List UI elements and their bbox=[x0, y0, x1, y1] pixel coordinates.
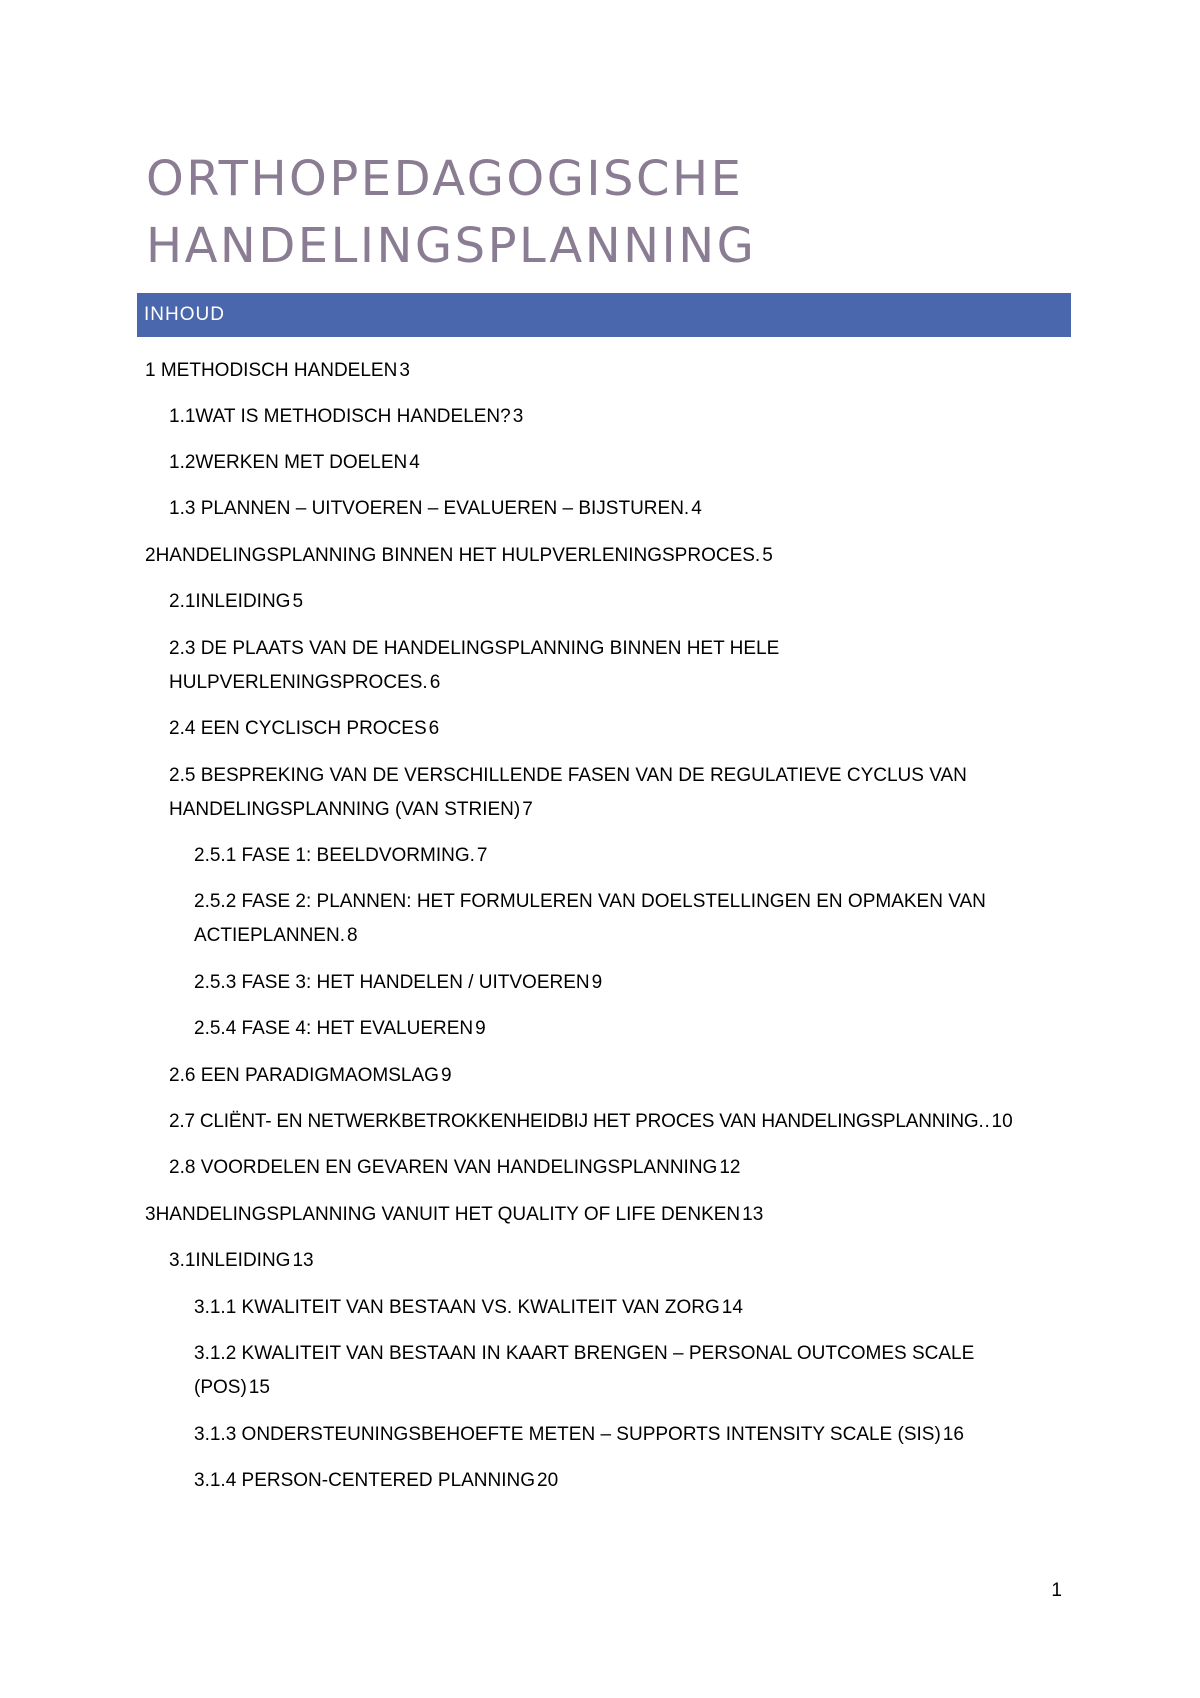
toc-heading-bar bbox=[137, 293, 1071, 337]
toc-page-number: 6 bbox=[429, 672, 441, 693]
toc-entry-title: 2.8 VOORDELEN EN GEVAREN VAN HANDELINGSPLANNING bbox=[169, 1157, 718, 1178]
toc-entry-number: 2.1 bbox=[169, 591, 196, 612]
toc-page-number: 10 bbox=[991, 1111, 1013, 1132]
toc-page-number: 6 bbox=[428, 718, 440, 739]
toc-entry-title: 1.3 PLANNEN – UITVOEREN – EVALUEREN – BIJSTUREN. bbox=[169, 498, 690, 519]
toc-page-number: 3 bbox=[512, 406, 524, 427]
toc-entry-title-first-line: 3.1.2 KWALITEIT VAN BESTAAN IN KAART BRENGEN – PERSONAL OUTCOMES SCALE bbox=[194, 1343, 975, 1364]
toc-entry-title: 3.1.1 KWALITEIT VAN BESTAAN VS. KWALITEIT VAN ZORG bbox=[194, 1297, 720, 1318]
toc-entry-number: 3.1 bbox=[169, 1250, 196, 1271]
toc-entry-title: HANDELINGSPLANNING BINNEN HET HULPVERLENINGSPROCES. bbox=[155, 545, 761, 566]
document-title-line-1: ORTHOPEDAGOGISCHE bbox=[146, 151, 744, 207]
toc-entry-title: INLEIDING bbox=[195, 1250, 291, 1271]
toc-page-number: 15 bbox=[248, 1377, 270, 1398]
toc-entry-title: HANDELINGSPLANNING (VAN STRIEN) bbox=[169, 799, 521, 820]
toc-entry-number: 3 bbox=[145, 1204, 156, 1225]
toc-page-number: 9 bbox=[591, 972, 603, 993]
toc-entry-number: 1.2 bbox=[169, 452, 196, 473]
toc-entry-title: HULPVERLENINGSPROCES. bbox=[169, 672, 428, 693]
toc-entry-title: 3.1.3 ONDERSTEUNINGSBEHOEFTE METEN – SUPPORTS INTENSITY SCALE (SIS) bbox=[194, 1424, 941, 1445]
toc-page-number: 12 bbox=[719, 1157, 741, 1178]
toc-entry-title: INLEIDING bbox=[195, 591, 291, 612]
toc-page-number: 13 bbox=[292, 1250, 314, 1271]
toc-entry-title: 2.6 EEN PARADIGMAOMSLAG bbox=[169, 1065, 439, 1086]
toc-page-number: 3 bbox=[399, 360, 410, 381]
toc-leader bbox=[985, 1105, 991, 1139]
toc-page-number: 13 bbox=[742, 1204, 764, 1225]
toc-page-number: 7 bbox=[522, 799, 533, 820]
toc-entry-title: WAT IS METHODISCH HANDELEN? bbox=[195, 406, 511, 427]
document-title-line-2: HANDELINGSPLANNING bbox=[146, 218, 757, 274]
toc-entry-title-first-line: 2.3 DE PLAATS VAN DE HANDELINGSPLANNING BINNEN HET HELE bbox=[169, 638, 780, 659]
toc-entry-title-first-line: 2.5.2 FASE 2: PLANNEN: HET FORMULEREN VAN DOELSTELLINGEN EN OPMAKEN VAN bbox=[194, 891, 986, 912]
toc-entry-title: 2.5.1 FASE 1: BEELDVORMING. bbox=[194, 845, 475, 866]
toc-page-number: 20 bbox=[537, 1470, 559, 1491]
toc-page-number: 5 bbox=[292, 591, 304, 612]
toc-entry-title: 2.5.4 FASE 4: HET EVALUEREN bbox=[194, 1018, 474, 1039]
toc-page-number: 14 bbox=[721, 1297, 743, 1318]
toc-page-number: 4 bbox=[409, 452, 420, 473]
toc-entry-title: (POS) bbox=[194, 1377, 247, 1398]
toc-entry-title: WERKEN MET DOELEN bbox=[195, 452, 408, 473]
toc-page-number: 9 bbox=[440, 1065, 452, 1086]
toc-page-number: 9 bbox=[475, 1018, 486, 1039]
toc-entry-number: 2 bbox=[145, 545, 156, 566]
toc-entry-title: 2.7 CLIËNT- EN NETWERKBETROKKENHEIDBIJ HET PROCES VAN HANDELINGSPLANNING. bbox=[169, 1111, 984, 1132]
toc-entry-number: 1.1 bbox=[169, 406, 196, 427]
toc-heading: INHOUD bbox=[144, 304, 225, 325]
toc-entry-title: 2.5.3 FASE 3: HET HANDELEN / UITVOEREN bbox=[194, 972, 590, 993]
toc-entry-title-first-line: 2.5 BESPREKING VAN DE VERSCHILLENDE FASEN VAN DE REGULATIEVE CYCLUS VAN bbox=[169, 765, 967, 786]
toc-entry-title: 3.1.4 PERSON-CENTERED PLANNING bbox=[194, 1470, 536, 1491]
toc-entry-title: HANDELINGSPLANNING VANUIT HET QUALITY OF LIFE DENKEN bbox=[155, 1204, 741, 1225]
toc-entry-title: 2.4 EEN CYCLISCH PROCES bbox=[169, 718, 427, 739]
toc-page-number: 5 bbox=[762, 545, 773, 566]
toc-page-number: 8 bbox=[346, 925, 358, 946]
toc-page-number: 7 bbox=[476, 845, 488, 866]
toc-entry-title: 1 METHODISCH HANDELEN bbox=[145, 360, 398, 381]
toc-page-number: 4 bbox=[691, 498, 702, 519]
toc-entry-title: ACTIEPLANNEN. bbox=[194, 925, 345, 946]
page-number: 1 bbox=[1051, 1580, 1062, 1601]
toc-page-number: 16 bbox=[942, 1424, 964, 1445]
